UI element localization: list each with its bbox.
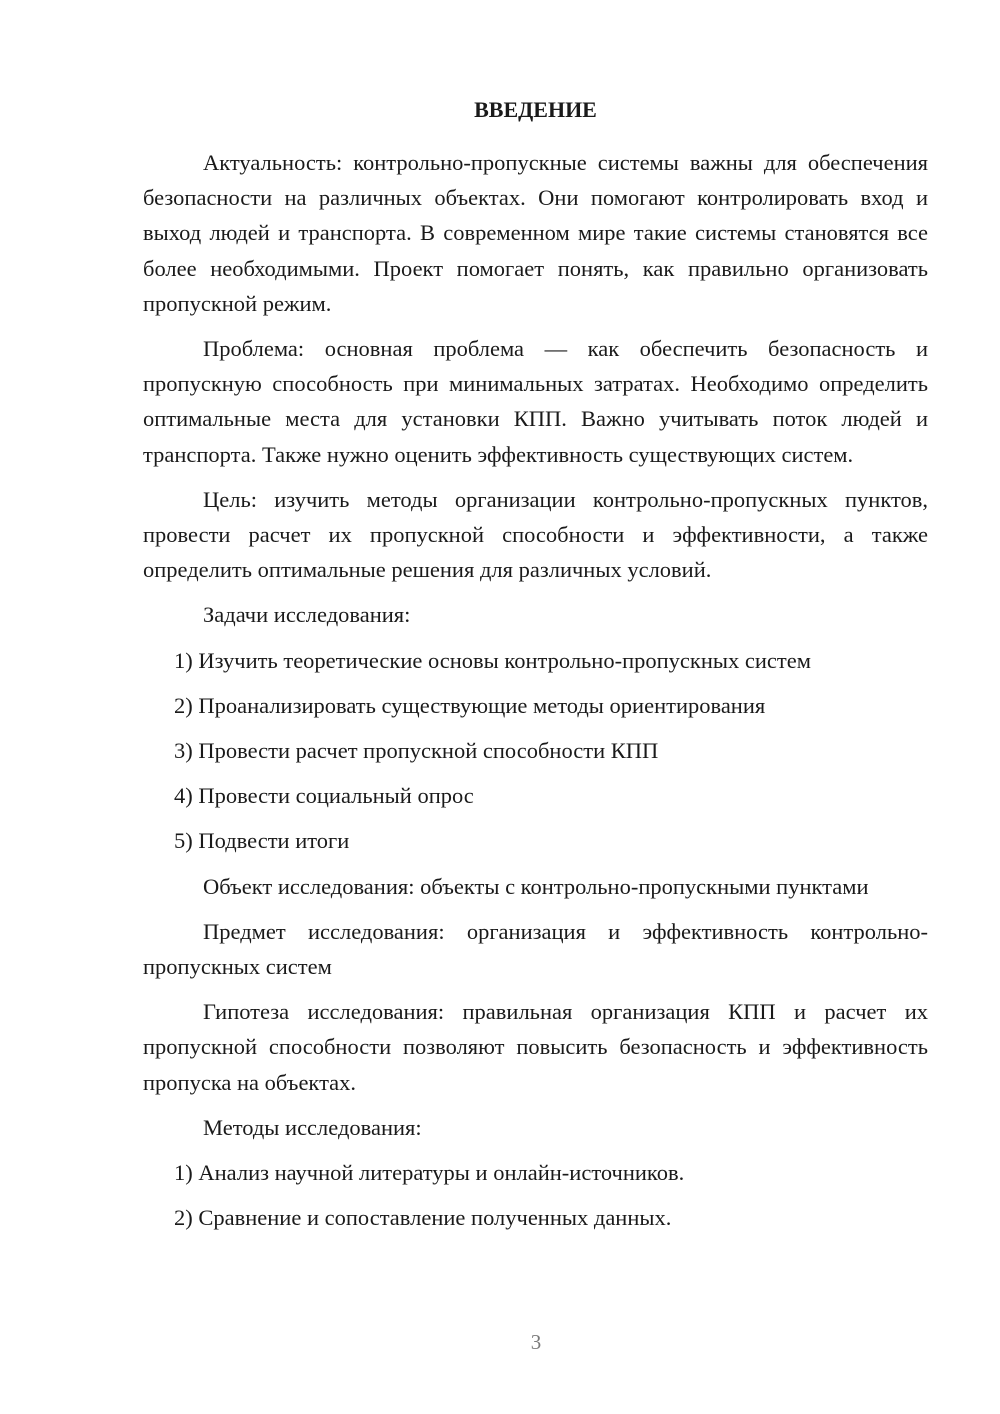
relevance-paragraph: Актуальность: контрольно-пропускные системы важны для обеспечения безопасности на различных объектах. Они помогают контролировать вход и выход людей и транспорта. В современном мире такие системы становятся все более необходимыми. Проект помогает понять, как правильно организовать пропускной режим. [143, 150, 928, 316]
task-item: 1) Изучить теоретические основы контрольно-пропускных систем [174, 647, 811, 673]
methods-heading: Методы исследования: [203, 1114, 422, 1140]
task-item: 5) Подвести итоги [174, 828, 350, 854]
method-item: 2) Сравнение и сопоставление полученных данных. [174, 1205, 672, 1231]
tasks-list [143, 643, 928, 859]
document-page [143, 94, 928, 1245]
object-paragraph: Объект исследования: объекты с контрольно-пропускными пунктами [203, 873, 869, 899]
goal-paragraph: Цель: изучить методы организации контрольно-пропускных пунктов, провести расчет их пропускной способности и эффективности, а также определить оптимальные решения для различных условий. [143, 486, 928, 583]
hypothesis-paragraph: Гипотеза исследования: правильная организация КПП и расчет их пропускной способности позволяют повысить безопасность и эффективность пропуска на объектах. [143, 999, 928, 1095]
methods-list [143, 1155, 928, 1235]
tasks-heading: Задачи исследования: [203, 602, 411, 628]
method-item: 1) Анализ научной литературы и онлайн-источников. [174, 1160, 685, 1186]
task-item: 3) Провести расчет пропускной способности КПП [174, 738, 659, 764]
problem-paragraph: Проблема: основная проблема — как обеспечить безопасность и пропускную способность при минимальных затратах. Необходимо определить оптимальные места для установки КПП. Важно учитывать поток людей и транспорта. Также нужно оценить эффективность существующих систем. [143, 336, 928, 467]
task-item: 2) Проанализировать существующие методы ориентирования [174, 692, 766, 718]
task-item: 4) Провести социальный опрос [174, 783, 474, 809]
page-number: 3 [530, 1330, 542, 1354]
page-title: ВВЕДЕНИЕ [474, 97, 597, 122]
subject-paragraph: Предмет исследования: организация и эффективность контрольно-пропускных систем [143, 918, 928, 980]
